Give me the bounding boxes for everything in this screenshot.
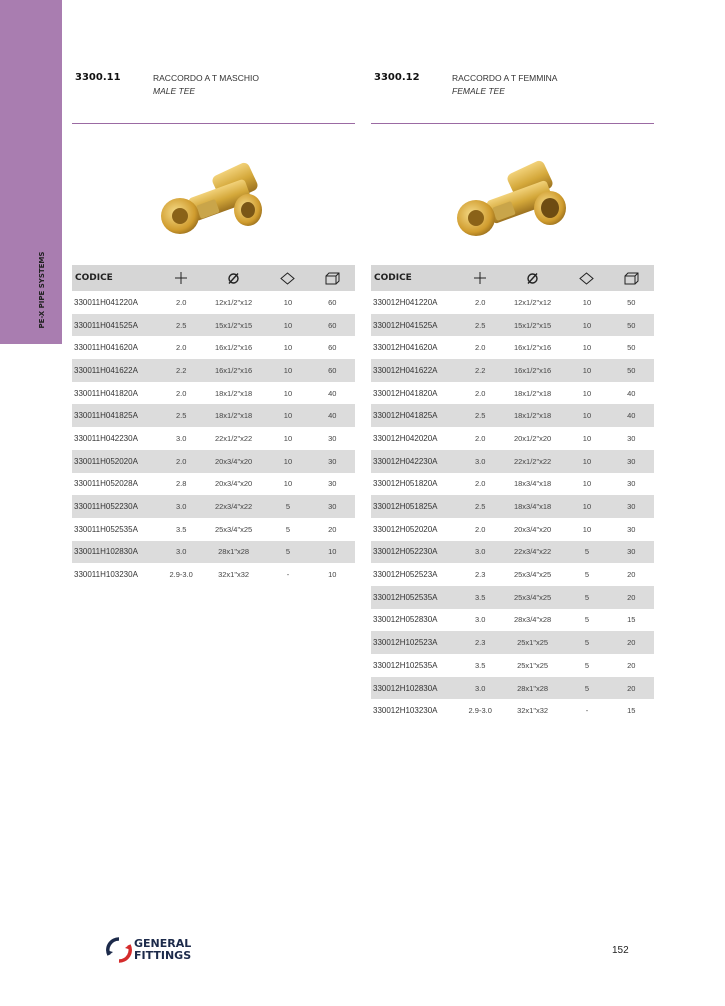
cell-pack-small: 10 xyxy=(582,479,592,489)
cell-pack-box: 40 xyxy=(627,388,636,398)
cell-code: 330011H052535A xyxy=(74,524,138,534)
cell-code: 330011H052230A xyxy=(72,495,161,518)
table-row xyxy=(72,359,355,382)
cell-pack-small: 10 xyxy=(565,404,608,427)
cell-pack-small: 5 xyxy=(584,660,590,670)
cell-thickness: 2.2 xyxy=(161,359,200,382)
table-header-row xyxy=(72,265,355,291)
product-table-female-tee xyxy=(371,265,654,722)
cell-code: 330012H052020A xyxy=(373,524,438,534)
cell-pack-box: 20 xyxy=(328,524,337,534)
cell-size: 20x3/4"x20 xyxy=(214,479,253,489)
table-row xyxy=(371,314,654,337)
cell-pack-small: 10 xyxy=(565,495,608,518)
cell-thickness: 2.0 xyxy=(474,479,486,489)
diameter-icon xyxy=(227,272,240,285)
cell-size: 18x1/2"x18 xyxy=(513,388,552,398)
cell-pack-small: 10 xyxy=(266,314,309,337)
table-row xyxy=(371,495,654,518)
cell-size: 15x1/2"x15 xyxy=(500,314,565,337)
cell-thickness: 2.0 xyxy=(474,297,486,307)
cell-code: 330012H041220A xyxy=(373,297,438,307)
cell-pack-box: 50 xyxy=(627,297,636,307)
cell-thickness: 2.3 xyxy=(460,631,499,654)
cell-code: 330012H052535A xyxy=(371,586,460,609)
cell-code: 330012H041825A xyxy=(371,404,460,427)
cell-pack-box: 10 xyxy=(310,541,355,564)
cell-size: 25x1"x25 xyxy=(500,631,565,654)
table-row xyxy=(371,336,654,359)
cell-size: 18x3/4"x18 xyxy=(513,479,552,489)
cell-size: 25x3/4"x25 xyxy=(214,524,253,534)
table-row xyxy=(371,450,654,473)
cell-code: 330011H052020A xyxy=(72,450,161,473)
cell-pack-small: 10 xyxy=(283,388,293,398)
cell-pack-small: 10 xyxy=(582,297,592,307)
table-row xyxy=(371,473,654,496)
cell-pack-small: 10 xyxy=(283,433,293,443)
cell-thickness: 2.3 xyxy=(474,570,486,580)
cell-thickness: 2.5 xyxy=(460,314,499,337)
table-row xyxy=(72,404,355,427)
cell-pack-box: 15 xyxy=(627,706,636,716)
cell-code: 330011H042230A xyxy=(74,433,138,443)
cell-pack-small: 10 xyxy=(582,524,592,534)
male-tee-photo xyxy=(110,130,310,262)
table-row xyxy=(371,404,654,427)
table-row xyxy=(371,631,654,654)
table-row xyxy=(72,473,355,496)
product-name-it: RACCORDO A T FEMMINA xyxy=(452,73,558,83)
cell-thickness: 3.5 xyxy=(460,586,499,609)
cell-thickness: 2.2 xyxy=(460,359,499,382)
cell-code: 330012H102535A xyxy=(373,660,438,670)
cell-pack-box: 50 xyxy=(627,343,636,353)
cell-size: 12x1/2"x12 xyxy=(214,297,253,307)
cell-pack-box: 30 xyxy=(328,433,337,443)
cell-code: 330012H051825A xyxy=(371,495,460,518)
female-tee-photo xyxy=(410,130,610,262)
cell-thickness: 3.5 xyxy=(474,660,486,670)
cell-thickness: 2.0 xyxy=(175,388,187,398)
cell-pack-box: 60 xyxy=(328,297,337,307)
cell-code: 330012H103230A xyxy=(373,706,438,716)
table-row xyxy=(371,609,654,632)
table-row xyxy=(371,677,654,700)
cell-thickness: 2.5 xyxy=(161,404,200,427)
cell-pack-small: 10 xyxy=(283,479,293,489)
cell-code: 330011H102830A xyxy=(72,541,161,564)
cell-pack-small: 10 xyxy=(283,297,293,307)
cell-size: 18x1/2"x18 xyxy=(500,404,565,427)
cell-pack-small: 10 xyxy=(582,433,592,443)
cell-pack-box: 30 xyxy=(609,495,654,518)
cell-code: 330012H102830A xyxy=(371,677,460,700)
cell-thickness: 2.0 xyxy=(161,450,200,473)
cell-code: 330012H042020A xyxy=(373,433,438,443)
cell-pack-small: 5 xyxy=(584,570,590,580)
cell-thickness: 3.5 xyxy=(175,524,187,534)
cell-thickness: 2.5 xyxy=(460,495,499,518)
cell-code: 330012H052523A xyxy=(373,570,438,580)
table-row xyxy=(371,586,654,609)
cell-pack-box: 30 xyxy=(609,450,654,473)
cell-code: 330011H041620A xyxy=(74,343,138,353)
cell-size: 18x1/2"x18 xyxy=(214,388,253,398)
cell-pack-box: 40 xyxy=(609,404,654,427)
col-header-thickness xyxy=(161,265,200,291)
table-body xyxy=(72,291,355,586)
col-header-diameter xyxy=(500,265,565,291)
cell-pack-small: 5 xyxy=(565,586,608,609)
cell-code: 330011H041220A xyxy=(74,297,138,307)
table-row xyxy=(371,291,654,314)
cell-size: 32x1"x32 xyxy=(517,706,549,716)
col-header-pack-box xyxy=(609,265,654,291)
table-row xyxy=(72,382,355,405)
cell-pack-box: 20 xyxy=(627,660,636,670)
col-header-code: CODICE xyxy=(72,265,161,291)
table-row xyxy=(72,541,355,564)
cell-pack-box: 20 xyxy=(609,586,654,609)
cell-size: 22x1/2"x22 xyxy=(500,450,565,473)
cell-size: 22x3/4"x22 xyxy=(201,495,266,518)
cell-size: 22x1/2"x22 xyxy=(214,433,253,443)
page-number: 152 xyxy=(612,945,629,956)
cell-code: 330012H041525A xyxy=(371,314,460,337)
pack-box-icon xyxy=(325,272,340,285)
cell-pack-box: 30 xyxy=(609,541,654,564)
cell-pack-box: 20 xyxy=(627,570,636,580)
cell-pack-box: 60 xyxy=(328,343,337,353)
cell-pack-small: 5 xyxy=(266,541,309,564)
cell-code: 330011H052028A xyxy=(74,479,138,489)
cell-size: 18x1/2"x18 xyxy=(201,404,266,427)
thickness-icon xyxy=(473,271,487,285)
cell-size: 15x1/2"x15 xyxy=(201,314,266,337)
col-header-pack-small xyxy=(266,265,309,291)
cell-pack-small: 10 xyxy=(582,388,592,398)
header-divider xyxy=(72,123,355,124)
cell-size: 32x1"x32 xyxy=(218,570,250,580)
cell-pack-small: 5 xyxy=(266,495,309,518)
table-row xyxy=(72,450,355,473)
table-row xyxy=(72,563,355,586)
cell-thickness: 2.0 xyxy=(474,433,486,443)
logo-text xyxy=(134,938,191,962)
thickness-icon xyxy=(174,271,188,285)
table-row xyxy=(371,563,654,586)
cell-thickness: 3.0 xyxy=(161,495,200,518)
cell-thickness: 2.0 xyxy=(474,524,486,534)
cell-size: 16x1/2"x16 xyxy=(214,343,253,353)
cell-thickness: 2.5 xyxy=(161,314,200,337)
cell-pack-box: 15 xyxy=(627,615,636,625)
cell-code: 330012H051820A xyxy=(373,479,438,489)
cell-pack-small: 10 xyxy=(565,450,608,473)
pack-small-icon xyxy=(579,272,594,285)
col-header-thickness xyxy=(460,265,499,291)
cell-size: 16x1/2"x16 xyxy=(201,359,266,382)
sidebar-label: PE-X PIPE SYSTEMS xyxy=(38,251,46,329)
cell-pack-small: 10 xyxy=(582,343,592,353)
table-row xyxy=(72,291,355,314)
table-row xyxy=(371,427,654,450)
cell-pack-box: 50 xyxy=(609,314,654,337)
cell-code: 330012H041620A xyxy=(373,343,438,353)
cell-pack-box: 50 xyxy=(609,359,654,382)
cell-pack-box: 30 xyxy=(310,450,355,473)
cell-pack-box: 10 xyxy=(328,570,337,580)
table-row xyxy=(371,518,654,541)
cell-pack-box: 30 xyxy=(627,433,636,443)
cell-size: 18x3/4"x18 xyxy=(500,495,565,518)
cell-size: 25x3/4"x25 xyxy=(500,586,565,609)
cell-pack-small: - xyxy=(585,706,589,716)
sidebar-tab xyxy=(0,0,62,344)
cell-thickness: 2.0 xyxy=(474,343,486,353)
cell-code: 330011H103230A xyxy=(74,570,138,580)
product-code: 3300.11 xyxy=(75,72,121,83)
cell-pack-box: 60 xyxy=(310,359,355,382)
table-row xyxy=(371,541,654,564)
col-header-code: CODICE xyxy=(371,265,460,291)
product-name-it: RACCORDO A T MASCHIO xyxy=(153,73,259,83)
cell-pack-small: 10 xyxy=(266,404,309,427)
table-row xyxy=(371,654,654,677)
cell-thickness: 2.8 xyxy=(175,479,187,489)
cell-code: 330012H041622A xyxy=(371,359,460,382)
cell-pack-box: 30 xyxy=(310,495,355,518)
cell-pack-box: 40 xyxy=(310,404,355,427)
cell-pack-small: 10 xyxy=(565,359,608,382)
cell-pack-small: - xyxy=(286,570,290,580)
table-header-row xyxy=(371,265,654,291)
cell-thickness: 3.0 xyxy=(460,677,499,700)
cell-size: 25x3/4"x25 xyxy=(513,570,552,580)
product-table-male-tee xyxy=(72,265,355,586)
cell-pack-small: 10 xyxy=(283,343,293,353)
cell-size: 16x1/2"x16 xyxy=(513,343,552,353)
table-row xyxy=(72,336,355,359)
cell-thickness: 2.9-3.0 xyxy=(468,706,492,716)
cell-thickness: 3.0 xyxy=(460,450,499,473)
cell-size: 12x1/2"x12 xyxy=(513,297,552,307)
product-code: 3300.12 xyxy=(374,72,420,83)
col-header-pack-box xyxy=(310,265,355,291)
cell-pack-small: 5 xyxy=(584,615,590,625)
cell-pack-box: 30 xyxy=(328,479,337,489)
pack-box-icon xyxy=(624,272,639,285)
cell-pack-small: 10 xyxy=(565,314,608,337)
cell-pack-box: 20 xyxy=(609,677,654,700)
cell-pack-box: 60 xyxy=(310,314,355,337)
cell-size: 28x3/4"x28 xyxy=(513,615,552,625)
cell-code: 330011H041820A xyxy=(74,388,138,398)
cell-pack-box: 40 xyxy=(328,388,337,398)
cell-code: 330012H041820A xyxy=(373,388,438,398)
table-body xyxy=(371,291,654,722)
cell-size: 20x3/4"x20 xyxy=(513,524,552,534)
company-logo xyxy=(105,936,205,964)
cell-size: 25x1"x25 xyxy=(517,660,549,670)
table-row xyxy=(72,314,355,337)
product-name-en: FEMALE TEE xyxy=(452,86,505,96)
cell-code: 330012H052230A xyxy=(371,541,460,564)
cell-code: 330011H041622A xyxy=(72,359,161,382)
cell-thickness: 2.9-3.0 xyxy=(169,570,193,580)
cell-thickness: 2.0 xyxy=(175,297,187,307)
cell-code: 330011H041525A xyxy=(72,314,161,337)
cell-thickness: 2.0 xyxy=(175,343,187,353)
cell-thickness: 3.0 xyxy=(474,615,486,625)
cell-pack-small: 10 xyxy=(266,359,309,382)
cell-pack-box: 30 xyxy=(627,524,636,534)
cell-pack-box: 20 xyxy=(609,631,654,654)
table-row xyxy=(371,699,654,722)
cell-code: 330012H042230A xyxy=(371,450,460,473)
cell-size: 16x1/2"x16 xyxy=(500,359,565,382)
cell-thickness: 2.0 xyxy=(474,388,486,398)
product-name-en: MALE TEE xyxy=(153,86,196,96)
cell-pack-small: 5 xyxy=(565,541,608,564)
cell-code: 330012H102523A xyxy=(371,631,460,654)
logo-line-2: FITTINGS xyxy=(134,949,192,962)
cell-size: 28x1"x28 xyxy=(201,541,266,564)
cell-size: 20x1/2"x20 xyxy=(513,433,552,443)
col-header-pack-small xyxy=(565,265,608,291)
table-row xyxy=(72,427,355,450)
cell-thickness: 3.0 xyxy=(175,433,187,443)
cell-size: 28x1"x28 xyxy=(500,677,565,700)
cell-size: 22x3/4"x22 xyxy=(500,541,565,564)
cell-pack-small: 10 xyxy=(266,450,309,473)
header-divider xyxy=(371,123,654,124)
cell-pack-small: 5 xyxy=(565,631,608,654)
cell-size: 20x3/4"x20 xyxy=(201,450,266,473)
diameter-icon xyxy=(526,272,539,285)
cell-thickness: 3.0 xyxy=(161,541,200,564)
pack-small-icon xyxy=(280,272,295,285)
table-row xyxy=(371,359,654,382)
col-header-diameter xyxy=(201,265,266,291)
cell-pack-box: 30 xyxy=(627,479,636,489)
cell-thickness: 3.0 xyxy=(460,541,499,564)
cell-pack-small: 5 xyxy=(285,524,291,534)
logo-line-1: GENERAL xyxy=(134,937,192,950)
cell-pack-small: 5 xyxy=(565,677,608,700)
table-row xyxy=(72,495,355,518)
cell-thickness: 2.5 xyxy=(460,404,499,427)
cell-code: 330011H041825A xyxy=(72,404,161,427)
logo-mark-icon xyxy=(105,936,133,964)
table-row xyxy=(371,382,654,405)
cell-code: 330012H052830A xyxy=(373,615,438,625)
table-row xyxy=(72,518,355,541)
